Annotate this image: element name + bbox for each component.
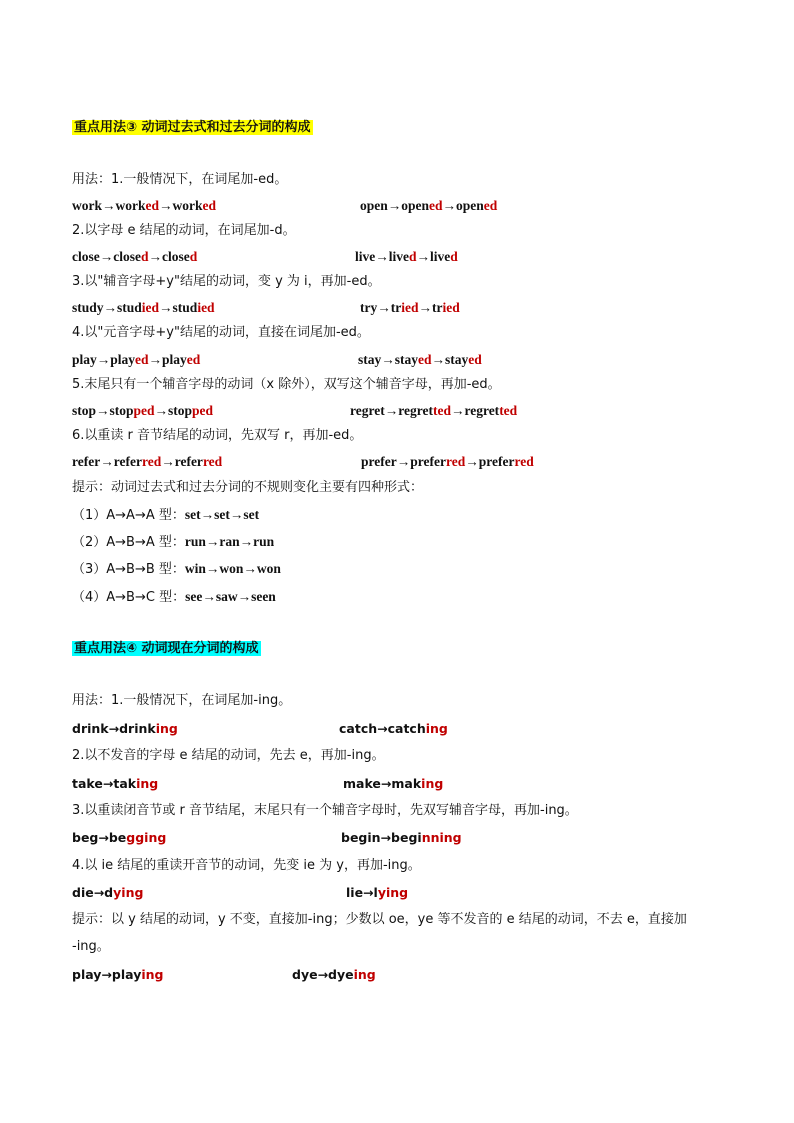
highlighted-suffix: d (189, 249, 198, 264)
irregular-form-example: see→saw→seen (185, 589, 276, 604)
section-4-rule-1: 用法：1.一般情况下，在词尾加-ing。 (72, 693, 292, 708)
example-left (72, 352, 200, 367)
highlighted-suffix: ied (141, 300, 160, 315)
example-right (341, 829, 462, 847)
example-row (72, 720, 448, 738)
irregular-form-label: （3）A→B→B 型： (72, 562, 185, 577)
example-left (72, 198, 216, 213)
highlighted-suffix: y (113, 885, 122, 900)
word-part: play→play (72, 352, 136, 367)
example-right (361, 453, 534, 471)
example-row (72, 197, 498, 215)
word-part: make→mak (343, 776, 422, 791)
section-3-rule-2: 2.以字母 e 结尾的动词，在词尾加-d。 (72, 223, 296, 238)
irregular-form-row (72, 588, 276, 607)
highlighted-suffix: nning (421, 830, 462, 845)
irregular-form-row (72, 560, 281, 579)
section-3-rule-5: 5.末尾只有一个辅音字母的动词（x 除外），双写这个辅音字母，再加-ed。 (72, 377, 501, 392)
highlighted-suffix: ed (429, 198, 443, 213)
section-4-rule-2: 2.以不发音的字母 e 结尾的动词，先去 e，再加-ing。 (72, 748, 385, 763)
highlighted-suffix: ed (145, 198, 159, 213)
highlighted-suffix: ted (432, 403, 451, 418)
highlighted-suffix: ing (121, 885, 144, 900)
word-part: dye→dye (292, 967, 354, 982)
highlighted-suffix: d (450, 249, 458, 264)
highlighted-suffix: red (141, 454, 162, 469)
example-left (72, 776, 158, 791)
word-part: regret→regret (350, 403, 433, 418)
section-4-rule-4: 4.以 ie 结尾的重读开音节的动词，先变 ie 为 y，再加-ing。 (72, 858, 421, 873)
highlighted-suffix: ing (353, 967, 376, 982)
example-right (360, 197, 497, 215)
word-part: study→stud (72, 300, 142, 315)
word-part: beg→be (72, 830, 127, 845)
example-left (72, 249, 197, 264)
highlighted-suffix: ed (418, 352, 432, 367)
section-3-rule-6: 6.以重读 r 音节结尾的动词，先双写 r，再加-ed。 (72, 428, 363, 443)
highlighted-suffix: ted (499, 403, 518, 418)
word-part: stay→stay (358, 352, 418, 367)
highlighted-suffix: ed (202, 198, 216, 213)
section-3-rule-3: 3.以"辅音字母+y"结尾的动词，变 y 为 i，再加-ed。 (72, 274, 381, 289)
example-left (72, 967, 163, 982)
irregular-form-example: win→won→won (184, 561, 281, 576)
word-part: work→work (72, 198, 146, 213)
example-row (72, 775, 444, 793)
highlighted-suffix: ed (483, 198, 498, 213)
example-row (72, 966, 376, 984)
highlighted-suffix: ied (197, 300, 215, 315)
highlighted-suffix: ped (192, 403, 214, 418)
word-part: →close (148, 249, 190, 264)
word-part: begin→begi (341, 830, 422, 845)
section-3-rule-4: 4.以"元音字母+y"结尾的动词，直接在词尾加-ed。 (72, 325, 370, 340)
example-row (72, 248, 458, 266)
highlighted-suffix: red (445, 454, 466, 469)
word-part: →play (148, 352, 187, 367)
example-row (72, 453, 534, 471)
highlighted-suffix: d (140, 249, 149, 264)
section-4-tip-line-2: -ing。 (72, 939, 110, 954)
section-3-heading-row (72, 119, 313, 137)
highlighted-suffix: ied (401, 300, 419, 315)
irregular-form-label: （2）A→B→A 型： (72, 535, 185, 550)
section-3-tip: 提示：动词过去式和过去分词的不规则变化主要有四种形式： (72, 480, 424, 495)
section-4-rule-3: 3.以重读闭音节或 r 音节结尾，末尾只有一个辅音字母时，先双写辅音字母，再加-ing。 (72, 803, 578, 818)
word-part: →stop (154, 403, 193, 418)
section-3-heading: 重点用法③ 动词过去式和过去分词的构成 (74, 120, 311, 135)
highlighted-suffix: ing (155, 721, 178, 736)
highlighted-suffix: ing (425, 721, 448, 736)
section-4-heading: 重点用法④ 动词现在分词的构成 (74, 641, 259, 656)
highlighted-suffix: d (409, 249, 417, 264)
example-right (355, 248, 458, 266)
word-part: →stay (431, 352, 469, 367)
example-right (358, 351, 482, 369)
example-row (72, 402, 518, 420)
word-part: die→d (72, 885, 114, 900)
irregular-form-row (72, 533, 274, 552)
highlighted-suffix: ing (421, 776, 444, 791)
highlighted-suffix: red (202, 454, 223, 469)
section-4-heading-row (72, 640, 261, 658)
word-part: open→open (360, 198, 430, 213)
irregular-form-label: （4）A→B→C 型： (72, 590, 186, 605)
irregular-form-example: set→set→set (184, 507, 260, 522)
irregular-form-example: run→ran→run (184, 534, 275, 549)
word-part: →work (159, 198, 203, 213)
example-left (72, 885, 143, 900)
section-4-tip-line-1: 提示：以 y 结尾的动词，y 不变，直接加-ing；少数以 oe，ye 等不发音的 e 结尾的动词，不去 e，直接加 (72, 912, 687, 927)
example-row (72, 351, 482, 369)
word-part: →regret (450, 403, 500, 418)
irregular-form-row (72, 506, 259, 525)
highlighted-suffix: ing (141, 967, 164, 982)
highlighted-suffix: red (514, 454, 534, 469)
highlighted-suffix: ing (136, 776, 159, 791)
word-part: catch→catch (339, 721, 426, 736)
highlighted-suffix: ing (385, 885, 409, 900)
example-left (72, 300, 215, 315)
example-left (72, 830, 166, 845)
section-3-rule-1: 用法：1.一般情况下，在词尾加-ed。 (72, 172, 288, 187)
irregular-form-label: （1）A→A→A 型： (72, 508, 185, 523)
word-part: lie→l (346, 885, 378, 900)
highlighted-suffix: ed (135, 352, 149, 367)
highlighted-suffix: ed (186, 352, 201, 367)
example-row (72, 829, 462, 847)
word-part: drink→drink (72, 721, 156, 736)
highlighted-suffix: gging (126, 830, 167, 845)
example-left (72, 721, 178, 736)
word-part: live→live (355, 249, 409, 264)
word-part: →tr (418, 300, 443, 315)
example-right (346, 884, 408, 902)
word-part: →prefer (465, 454, 515, 469)
highlighted-suffix: y (377, 885, 386, 900)
example-right (339, 720, 448, 738)
word-part: →live (416, 249, 451, 264)
word-part: play→play (72, 967, 142, 982)
word-part: →stud (159, 300, 198, 315)
word-part: stop→stop (72, 403, 134, 418)
word-part: close→close (72, 249, 141, 264)
example-right (360, 299, 460, 317)
example-right (343, 775, 443, 793)
word-part: →open (442, 198, 484, 213)
word-part: →refer (161, 454, 203, 469)
highlighted-suffix: ied (442, 300, 460, 315)
example-row (72, 884, 409, 902)
highlighted-suffix: ed (468, 352, 482, 367)
example-right (292, 966, 376, 984)
word-part: refer→refer (72, 454, 142, 469)
word-part: take→tak (72, 776, 137, 791)
example-row (72, 299, 460, 317)
example-left (72, 454, 222, 469)
example-right (350, 402, 517, 420)
highlighted-suffix: ped (133, 403, 155, 418)
word-part: prefer→prefer (361, 454, 446, 469)
word-part: try→tr (360, 300, 402, 315)
example-left (72, 403, 213, 418)
